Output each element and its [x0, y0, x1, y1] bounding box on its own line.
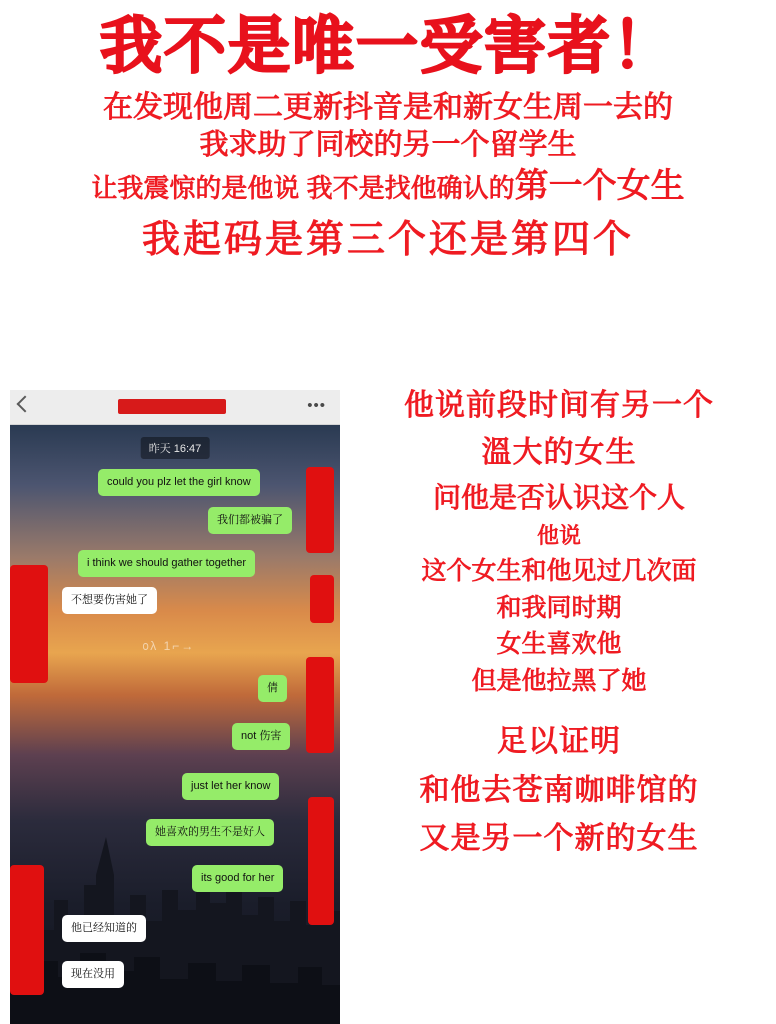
chat-bubble: 他已经知道的 — [62, 915, 146, 942]
commentary-line: 溫大的女生 — [481, 435, 637, 469]
headline-line-4: 我起码是第三个还是第四个 — [141, 219, 634, 262]
chat-bubble: 她喜欢的男生不是好人 — [146, 819, 274, 846]
commentary-line: 他说前段时间有另一个 — [404, 389, 714, 422]
chat-bubble: could you plz let the girl know — [98, 469, 260, 496]
chat-bubble: 倩 — [258, 675, 287, 702]
conclusion-line: 又是另一个新的女生 — [419, 822, 699, 856]
chat-date-label: 昨天 16:47 — [141, 437, 210, 459]
lower-section — [0, 382, 776, 1024]
right-commentary-column — [345, 382, 773, 858]
headline-line-3-a: 让我震惊的是他说 我不是找他确认的 — [91, 173, 515, 204]
commentary-line: 这个女生和他见过几次面 — [421, 557, 697, 586]
commentary-line: 和我同时期 — [496, 593, 622, 622]
watermark-text: ൦λ 1⌐→ — [142, 639, 196, 653]
headline-block — [0, 0, 776, 266]
headline-line-3-b: 第一个女生 — [514, 167, 685, 206]
back-chevron-icon[interactable] — [17, 396, 34, 413]
chat-bubble: 不想要伤害她了 — [62, 587, 157, 614]
headline-line-2: 我求助了同校的另一个留学生 — [199, 128, 577, 161]
commentary-line: 但是他拉黑了她 — [471, 666, 647, 695]
headline-line-1: 在发现他周二更新抖音是和新女生周一去的 — [103, 91, 673, 125]
redaction-mark — [306, 657, 334, 753]
chat-bubble: its good for her — [192, 865, 283, 892]
more-options-icon[interactable]: ••• — [307, 397, 326, 414]
chat-bubble: not 伤害 — [232, 723, 290, 750]
headline-main: 我不是唯一受害者！ — [99, 12, 676, 81]
chat-message-area — [10, 425, 340, 1024]
chat-bubble: 现在没用 — [62, 961, 124, 988]
redaction-mark — [306, 467, 334, 553]
redaction-mark — [10, 565, 48, 683]
commentary-line: 女生喜欢他 — [496, 630, 622, 659]
conclusion-line: 和他去苍南咖啡馆的 — [419, 773, 699, 807]
redaction-mark — [308, 797, 334, 925]
chat-bubble: 我们都被骗了 — [208, 507, 292, 534]
headline-line-3 — [6, 164, 770, 210]
conclusion-line: 足以证明 — [497, 725, 621, 759]
commentary-line: 他说 — [536, 523, 581, 549]
city-skyline-background — [10, 725, 340, 1024]
spacer — [345, 696, 773, 710]
chat-bubble: just let her know — [182, 773, 279, 800]
chat-screenshot — [10, 390, 340, 1024]
redaction-mark — [10, 865, 44, 995]
redaction-mark — [310, 575, 334, 623]
chat-bubble: i think we should gather together — [78, 550, 255, 577]
commentary-line: 问他是否认识这个人 — [432, 482, 685, 514]
contact-name-redaction — [118, 399, 226, 414]
chat-header-bar — [10, 390, 340, 425]
